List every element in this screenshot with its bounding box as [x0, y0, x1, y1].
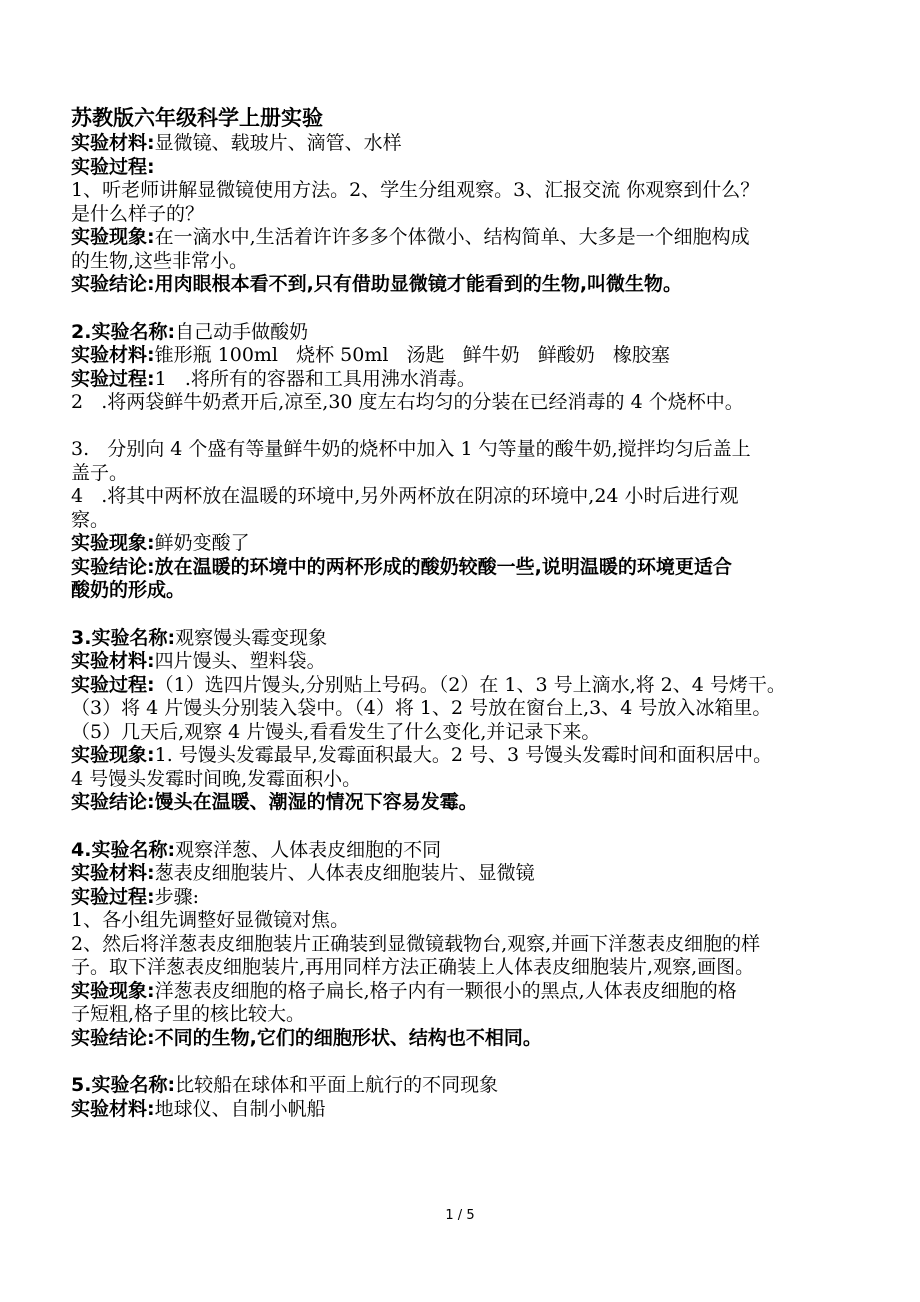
phenomenon-label: 实验现象: — [71, 979, 155, 1002]
page-number: 1 / 5 — [445, 1208, 475, 1223]
exp2-number: 2. — [71, 320, 92, 343]
document-title: 苏教版六年级科学上册实验 — [71, 106, 323, 130]
exp2-conclusion — [71, 556, 851, 580]
exp3-heading — [71, 627, 851, 651]
name-label: 实验名称: — [91, 1074, 176, 1096]
exp4-phenomenon-line: 子短粗,格子里的核比较大。 — [71, 1003, 306, 1025]
exp2-process-line: 盖子。 — [71, 461, 129, 484]
exp4-process — [71, 886, 851, 910]
document-body — [71, 104, 851, 1121]
exp2-process-line: 4 .将其中两杯放在温暖的环境中,另外两杯放在阴凉的环境中,24 小时后进行观 — [71, 485, 739, 507]
process-label: 实验过程: — [71, 673, 155, 696]
exp4-process-first: 步骤: — [154, 885, 200, 908]
exp2-process-line — [71, 415, 851, 439]
process-label: 实验过程: — [71, 885, 155, 908]
exp2-materials-text: 锥形瓶 100ml 烧杯 50ml 汤匙 鲜牛奶 鲜酸奶 橡胶塞 — [154, 344, 670, 366]
exp2-heading — [71, 321, 851, 345]
exp2-process-line: 2 .将两袋鲜牛奶煮开后,凉至,30 度左右均匀的分装在已经消毒的 4 个烧杯中。 — [71, 391, 744, 413]
exp4-process-line: 子。取下洋葱表皮细胞装片,再用同样方法正确装上人体表皮细胞装片,观察,画图。 — [71, 956, 755, 978]
exp3-phenomenon — [71, 744, 851, 768]
exp1-process-line: 是什么样子的？ — [71, 202, 205, 225]
exp1-phenomenon-line: 的生物,这些非常小。 — [71, 249, 249, 272]
conclusion-label: 实验结论: — [71, 1026, 155, 1049]
exp5-materials — [71, 1098, 851, 1122]
exp3-process-line: （5）几天后,观察 4 片馒头,看看发生了什么变化,并记录下来。 — [71, 720, 601, 743]
materials-label: 实验材料: — [71, 1097, 155, 1120]
phenomenon-label: 实验现象: — [71, 226, 155, 248]
exp2-materials — [71, 344, 851, 368]
exp1-process-line: 1、听老师讲解显微镜使用方法。2、学生分组观察。3、汇报交流 你观察到什么？ — [71, 179, 760, 201]
name-label: 实验名称: — [91, 838, 176, 861]
conclusion-label: 实验结论: — [71, 273, 155, 295]
exp4-conclusion-text: 不同的生物,它们的细胞形状、结构也不相同。 — [154, 1026, 542, 1049]
exp4-heading — [71, 839, 851, 863]
conclusion-label: 实验结论: — [71, 791, 155, 813]
exp4-process-line: 2、然后将洋葱表皮细胞装片正确装到显微镜载物台,观察,并画下洋葱表皮细胞的样 — [71, 932, 761, 955]
exp2-process-line: 3. 分别向 4 个盛有等量鲜牛奶的烧杯中加入 1 勺等量的酸牛奶,搅拌均匀后盖上 — [71, 438, 751, 460]
exp2-name: 自己动手做酸奶 — [175, 320, 309, 343]
process-label: 实验过程: — [71, 367, 155, 390]
exp4-name: 观察洋葱、人体表皮细胞的不同 — [175, 838, 442, 861]
exp3-name: 观察馒头霉变现象 — [175, 626, 328, 649]
exp3-materials-text: 四片馒头、塑料袋。 — [154, 650, 326, 672]
exp4-phenomenon — [71, 980, 851, 1004]
exp5-number: 5. — [71, 1074, 92, 1096]
materials-label: 实验材料: — [71, 344, 155, 366]
exp5-materials-text: 地球仪、自制小帆船 — [154, 1097, 326, 1120]
exp1-conclusion-text: 用肉眼根本看不到,只有借助显微镜才能看到的生物,叫微生物。 — [154, 273, 683, 295]
exp5-heading — [71, 1074, 851, 1098]
exp3-phenomenon-text: 1. 号馒头发霉最早,发霉面积最大。2 号、3 号馒头发霉时间和面积居中。 — [154, 744, 773, 766]
exp1-materials-text: 显微镜、载玻片、滴管、水样 — [154, 132, 402, 154]
exp2-phenomenon — [71, 532, 851, 556]
exp2-process — [71, 368, 851, 392]
name-label: 实验名称: — [91, 626, 176, 649]
exp2-process-first: 1 .将所有的容器和工具用沸水消毒。 — [154, 367, 476, 390]
materials-label: 实验材料: — [71, 132, 155, 154]
exp4-phenomenon-text: 洋葱表皮细胞的格子扁长,格子内有一颗很小的黑点,人体表皮细胞的格 — [154, 979, 737, 1002]
exp4-number: 4. — [71, 838, 92, 861]
exp4-conclusion — [71, 1027, 851, 1051]
exp3-phenomenon-line: 4 号馒头发霉时间晚,发霉面积小。 — [71, 767, 362, 790]
phenomenon-label: 实验现象: — [71, 744, 155, 766]
exp4-materials-text: 葱表皮细胞装片、人体表皮细胞装片、显微镜 — [154, 862, 535, 884]
exp3-process — [71, 674, 851, 698]
exp2-process-line: 察。 — [71, 508, 110, 531]
exp3-conclusion — [71, 791, 851, 815]
exp1-phenomenon — [71, 226, 851, 250]
exp1-conclusion — [71, 273, 851, 297]
exp5-name: 比较船在球体和平面上航行的不同现象 — [175, 1074, 499, 1096]
phenomenon-label: 实验现象: — [71, 532, 155, 554]
exp1-materials — [71, 132, 851, 156]
exp4-materials — [71, 862, 851, 886]
exp2-conclusion-line: 酸奶的形成。 — [71, 579, 186, 601]
name-label: 实验名称: — [91, 320, 176, 343]
exp3-number: 3. — [71, 626, 92, 649]
exp2-conclusion-text: 放在温暖的环境中的两杯形成的酸奶较酸一些,说明温暖的环境更适合 — [154, 555, 732, 578]
materials-label: 实验材料: — [71, 650, 155, 672]
conclusion-label: 实验结论: — [71, 555, 155, 578]
exp3-conclusion-text: 馒头在温暖、潮湿的情况下容易发霉。 — [154, 791, 478, 813]
exp1-process-label: 实验过程: — [71, 155, 155, 178]
exp4-process-line: 1、各小组先调整好显微镜对焦。 — [71, 909, 350, 931]
exp1-phenomenon-text: 在一滴水中,生活着许许多多个体微小、结构简单、大多是一个细胞构成 — [154, 226, 750, 248]
exp3-process-text: （1）选四片馒头,分别贴上号码。（2）在 1、3 号上滴水,将 2、4 号烤干。 — [154, 673, 786, 696]
exp3-materials — [71, 650, 851, 674]
materials-label: 实验材料: — [71, 862, 155, 884]
exp3-process-line: （3）将 4 片馒头分别装入袋中。（4）将 1、2 号放在窗台上,3、4 号放入冰箱里。 — [71, 697, 772, 719]
exp2-phenomenon-text: 鲜奶变酸了 — [154, 532, 250, 554]
